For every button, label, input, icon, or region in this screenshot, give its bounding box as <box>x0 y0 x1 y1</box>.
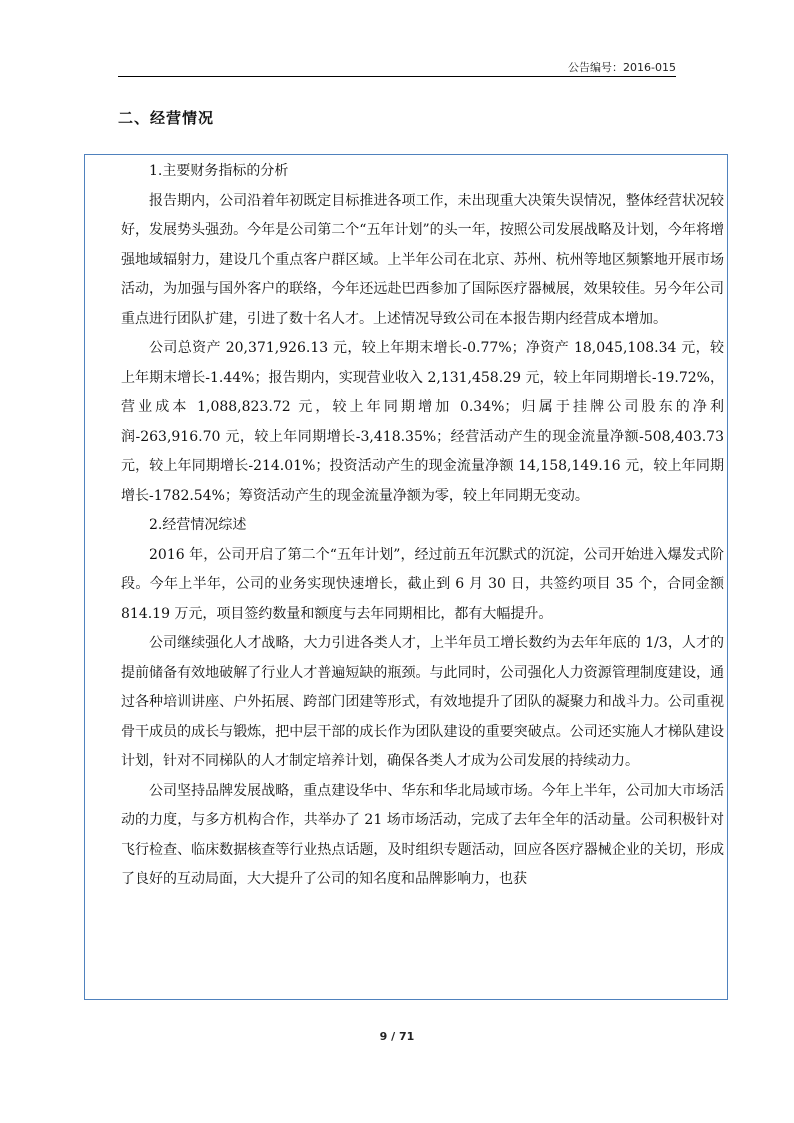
paragraph-business-growth: 2016 年，公司开启了第二个“五年计划”，经过前五年沉默式的沉淀，公司开始进入爆发式阶段。今年上半年，公司的业务实现快速增长，截止到 6 月 30 日，共签约项目 35 个，合同金额 814.19 万元，项目签约数量和额度与去年同期相比，都有大幅提升。 <box>121 546 724 622</box>
paragraph-financial-figures: 公司总资产 20,371,926.13 元，较上年期末增长-0.77%；净资产 18,045,108.34 元，较上年期末增长-1.44%；报告期内，实现营业收入 2,131,458.29 元，较上年同期增长-19.72%，营业成本 1,088,823.72 元，较上年同期增加 0.34%；归属于挂牌公司股东的净利润-263,916.70 元，较上年同期增长-3,418.35%；经营活动产生的现金流量净额-508,403.73 元，较上年同期增长-214.01%；投资活动产生的现金流量净额 14,158,149.16 元，较上年同期增长-1782.54%；筹资活动产生的现金流量净额为零，较上年同期无变动。 <box>121 340 724 504</box>
page-number: 9 / 71 <box>379 1030 415 1043</box>
paragraph-talent-strategy: 公司继续强化人才战略，大力引进各类人才，上半年员工增长数约为去年年底的 1/3，人才的提前储备有效地破解了行业人才普遍短缺的瓶颈。与此同时，公司强化人力资源管理制度建设，通过各种培训讲座、户外拓展、跨部门团建等形式，有效地提升了团队的凝聚力和战斗力。公司重视骨干成员的成长与锻炼，把中层干部的成长作为团队建设的重要突破点。公司还实施人才梯队建设计划，针对不同梯队的人才制定培养计划，确保各类人才成为公司发展的持续动力。 <box>121 635 724 769</box>
paragraph-brand-strategy: 公司坚持品牌发展战略，重点建设华中、华东和华北局域市场。今年上半年，公司加大市场活动的力度，与多方机构合作，共举办了 21 场市场活动，完成了去年全年的活动量。公司积极针对飞行检查、临床数据核查等行业热点话题，及时组织专题活动，回应各医疗器械企业的关切，形成了良好的互动局面，大大提升了公司的知名度和品牌影响力，也获 <box>121 782 724 887</box>
subheading-business-summary: 2.经营情况综述 <box>149 517 247 533</box>
subheading-financial-analysis: 1.主要财务指标的分析 <box>149 163 289 179</box>
header-divider <box>118 76 676 77</box>
content-box <box>84 154 728 1000</box>
announcement-code: 公告编号：2016-015 <box>568 61 676 74</box>
paragraph-overview: 报告期内，公司沿着年初既定目标推进各项工作，未出现重大决策失误情况，整体经营状况较好，发展势头强劲。今年是公司第二个“五年计划”的头一年，按照公司发展战略及计划，今年将增强地域辐射力，建设几个重点客户群区域。上半年公司在北京、苏州、杭州等地区频繁地开展市场活动，为加强与国外客户的联络，今年还远赴巴西参加了国际医疗器械展，效果较佳。另今年公司重点进行团队扩建，引进了数十名人才。上述情况导致公司在本报告期内经营成本增加。 <box>121 192 724 327</box>
section-heading: 二、经营情况 <box>118 109 215 127</box>
content-text <box>121 157 724 895</box>
